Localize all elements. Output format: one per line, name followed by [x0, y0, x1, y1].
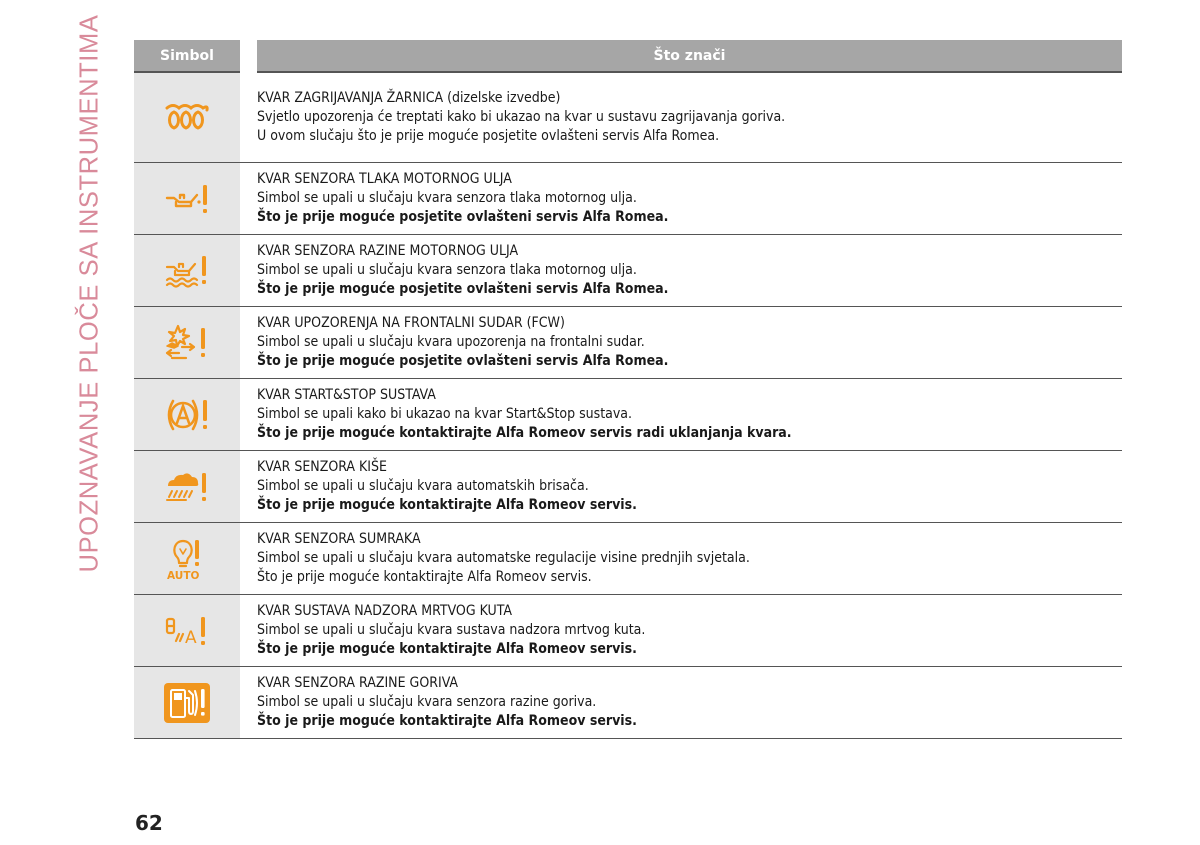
row-title: KVAR SENZORA TLAKA MOTORNOG ULJA — [257, 171, 512, 187]
row-description: Simbol se upali u slučaju kvara automatske regulacije visine prednjih svjetala. — [257, 550, 750, 566]
auto-label: AUTO — [167, 569, 200, 581]
meaning-cell — [240, 163, 1122, 234]
rain-sensor-warning-icon — [164, 469, 210, 505]
forward-collision-warning-icon — [164, 324, 210, 362]
meaning-cell — [240, 523, 1122, 594]
meaning-cell — [240, 667, 1122, 738]
symbol-cell — [134, 235, 240, 306]
oil-level-warning-icon — [164, 253, 210, 289]
table-row — [134, 73, 1122, 163]
row-action: Što je prije moguće kontaktirajte Alfa Romeov servis radi uklanjanja kvara. — [257, 425, 792, 441]
column-header-symbol: Simbol — [134, 40, 240, 73]
row-title: KVAR SENZORA KIŠE — [257, 459, 387, 475]
row-title: KVAR SUSTAVA NADZORA MRTVOG KUTA — [257, 603, 512, 619]
symbol-cell — [134, 73, 240, 162]
table-row — [134, 235, 1122, 307]
section-title-text: UPOZNAVANJE PLOČE SA INSTRUMENTIMA — [75, 14, 104, 572]
blind-spot-warning-icon — [164, 613, 210, 649]
twilight-sensor-warning-icon — [164, 537, 210, 581]
row-title: KVAR SENZORA RAZINE GORIVA — [257, 675, 459, 691]
row-action: Što je prije moguće posjetite ovlašteni servis Alfa Romea. — [257, 209, 669, 225]
table-row — [134, 667, 1122, 739]
row-action: U ovom slučaju što je prije moguće posjetite ovlašteni servis Alfa Romea. — [257, 128, 720, 144]
meaning-cell — [240, 379, 1122, 450]
glow-plug-icon — [164, 100, 210, 136]
fuel-level-sensor-warning-icon — [164, 683, 210, 723]
table-row — [134, 451, 1122, 523]
row-action: Što je prije moguće posjetite ovlašteni servis Alfa Romea. — [257, 281, 669, 297]
table-row — [134, 379, 1122, 451]
row-title: KVAR SENZORA SUMRAKA — [257, 531, 421, 547]
symbol-cell — [134, 307, 240, 378]
row-description: Simbol se upali kako bi ukazao na kvar Start&Stop sustava. — [257, 406, 633, 422]
page-number: 62 — [135, 811, 163, 835]
start-stop-warning-icon — [163, 396, 211, 434]
row-action: Što je prije moguće kontaktirajte Alfa Romeov servis. — [257, 641, 637, 657]
symbol-cell — [134, 523, 240, 594]
symbol-cell — [134, 163, 240, 234]
row-action: Što je prije moguće posjetite ovlašteni servis Alfa Romea. — [257, 353, 669, 369]
table-row — [134, 523, 1122, 595]
column-header-meaning: Što znači — [257, 40, 1122, 73]
row-description: Simbol se upali u slučaju kvara automatskih brisača. — [257, 478, 589, 494]
blind-spot-letter: A — [185, 627, 197, 648]
table-row — [134, 307, 1122, 379]
section-title — [70, 14, 110, 572]
row-description: Simbol se upali u slučaju kvara senzora tlaka motornog ulja. — [257, 262, 637, 278]
symbol-cell — [134, 595, 240, 666]
meaning-cell — [240, 307, 1122, 378]
meaning-cell — [240, 235, 1122, 306]
row-description: Simbol se upali u slučaju kvara senzora razine goriva. — [257, 694, 597, 710]
symbol-cell — [134, 451, 240, 522]
row-title: KVAR ZAGRIJAVANJA ŽARNICA (dizelske izvedbe) — [257, 90, 561, 106]
meaning-cell — [240, 73, 1122, 162]
symbol-cell — [134, 667, 240, 738]
row-title: KVAR SENZORA RAZINE MOTORNOG ULJA — [257, 243, 519, 259]
row-description: Simbol se upali u slučaju kvara sustava nadzora mrtvog kuta. — [257, 622, 646, 638]
row-title: KVAR UPOZORENJA NA FRONTALNI SUDAR (FCW) — [257, 315, 565, 331]
symbol-cell — [134, 379, 240, 450]
row-title: KVAR START&STOP SUSTAVA — [257, 387, 436, 403]
row-description: Simbol se upali u slučaju kvara upozorenja na frontalni sudar. — [257, 334, 645, 350]
meaning-cell — [240, 595, 1122, 666]
table-row — [134, 163, 1122, 235]
warning-symbols-table — [134, 40, 1122, 739]
row-action: Što je prije moguće kontaktirajte Alfa Romeov servis. — [257, 569, 592, 585]
row-action: Što je prije moguće kontaktirajte Alfa Romeov servis. — [257, 713, 637, 729]
row-action: Što je prije moguće kontaktirajte Alfa Romeov servis. — [257, 497, 637, 513]
row-description: Svjetlo upozorenja će treptati kako bi ukazao na kvar u sustavu zagrijavanja goriva. — [257, 109, 786, 125]
table-header — [134, 40, 1122, 73]
oil-pressure-warning-icon — [164, 181, 210, 217]
row-description: Simbol se upali u slučaju kvara senzora tlaka motornog ulja. — [257, 190, 637, 206]
meaning-cell — [240, 451, 1122, 522]
table-row — [134, 595, 1122, 667]
